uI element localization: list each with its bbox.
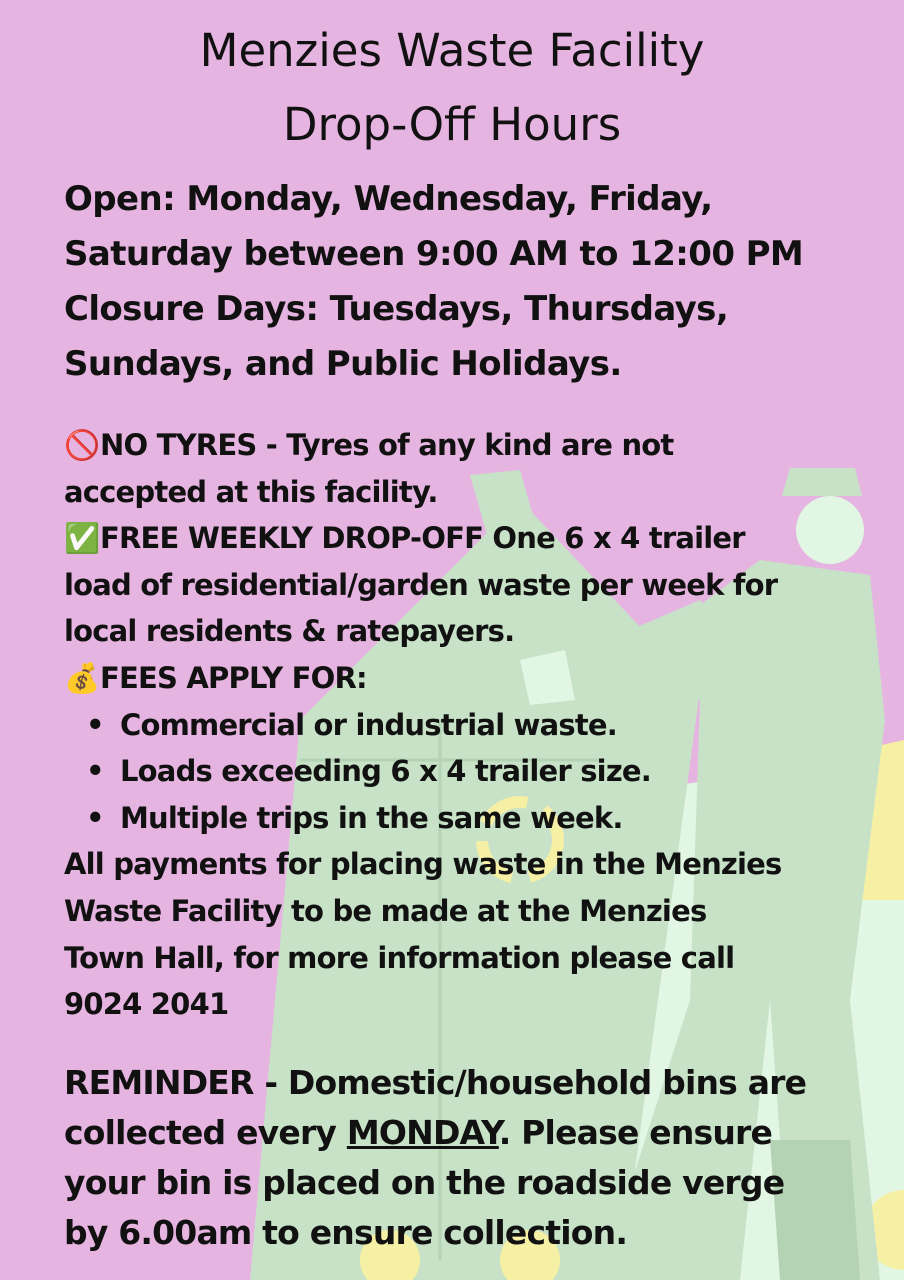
free-dropoff-notice: ✅FREE WEEKLY DROP-OFF One 6 x 4 trailer <box>64 515 884 562</box>
hours-line: Open: Monday, Wednesday, Friday, <box>64 179 713 219</box>
money-bag-icon: 💰 <box>64 660 100 695</box>
opening-hours <box>64 172 884 392</box>
check-mark-icon: ✅ <box>64 521 100 556</box>
no-entry-icon: 🚫 <box>64 428 100 462</box>
no-tyres-notice: 🚫NO TYRES - Tyres of any kind are not <box>64 422 884 469</box>
reminder-text: your bin is placed on the roadside verge <box>64 1163 785 1202</box>
hours-line: Sundays, and Public Holidays. <box>64 344 622 384</box>
free-dropoff-text: local residents & ratepayers. <box>64 614 515 649</box>
reminder-section <box>64 1058 884 1258</box>
hours-line: Closure Days: Tuesdays, Thursdays, <box>64 289 729 329</box>
hours-line: Saturday between 9:00 AM to 12:00 PM <box>64 234 804 274</box>
phone-number: 9024 2041 <box>64 987 229 1022</box>
free-dropoff-text: load of residential/garden waste per week for <box>64 567 778 602</box>
list-item: • Multiple trips in the same week. <box>86 800 623 835</box>
no-tyres-text: accepted at this facility. <box>64 474 438 509</box>
list-item: • Loads exceeding 6 x 4 trailer size. <box>86 754 651 789</box>
collection-day: MONDAY <box>346 1113 499 1152</box>
reminder-text: collected every MONDAY. Please ensure <box>64 1113 773 1152</box>
payments-text: Waste Facility to be made at the Menzies <box>64 893 707 928</box>
reminder-text: REMINDER - Domestic/household bins are <box>64 1063 807 1102</box>
title-line-2: Drop-Off Hours <box>282 98 622 151</box>
payments-text: All payments for placing waste in the Menzies <box>64 847 782 882</box>
reminder-text: by 6.00am to ensure collection. <box>64 1213 628 1252</box>
rules-section <box>64 422 884 1028</box>
fees-heading: 💰FEES APPLY FOR: <box>64 655 884 702</box>
list-item: • Commercial or industrial waste. <box>86 707 618 742</box>
page-title <box>0 14 904 162</box>
title-line-1: Menzies Waste Facility <box>199 24 705 77</box>
payments-text: Town Hall, for more information please call <box>64 940 735 975</box>
